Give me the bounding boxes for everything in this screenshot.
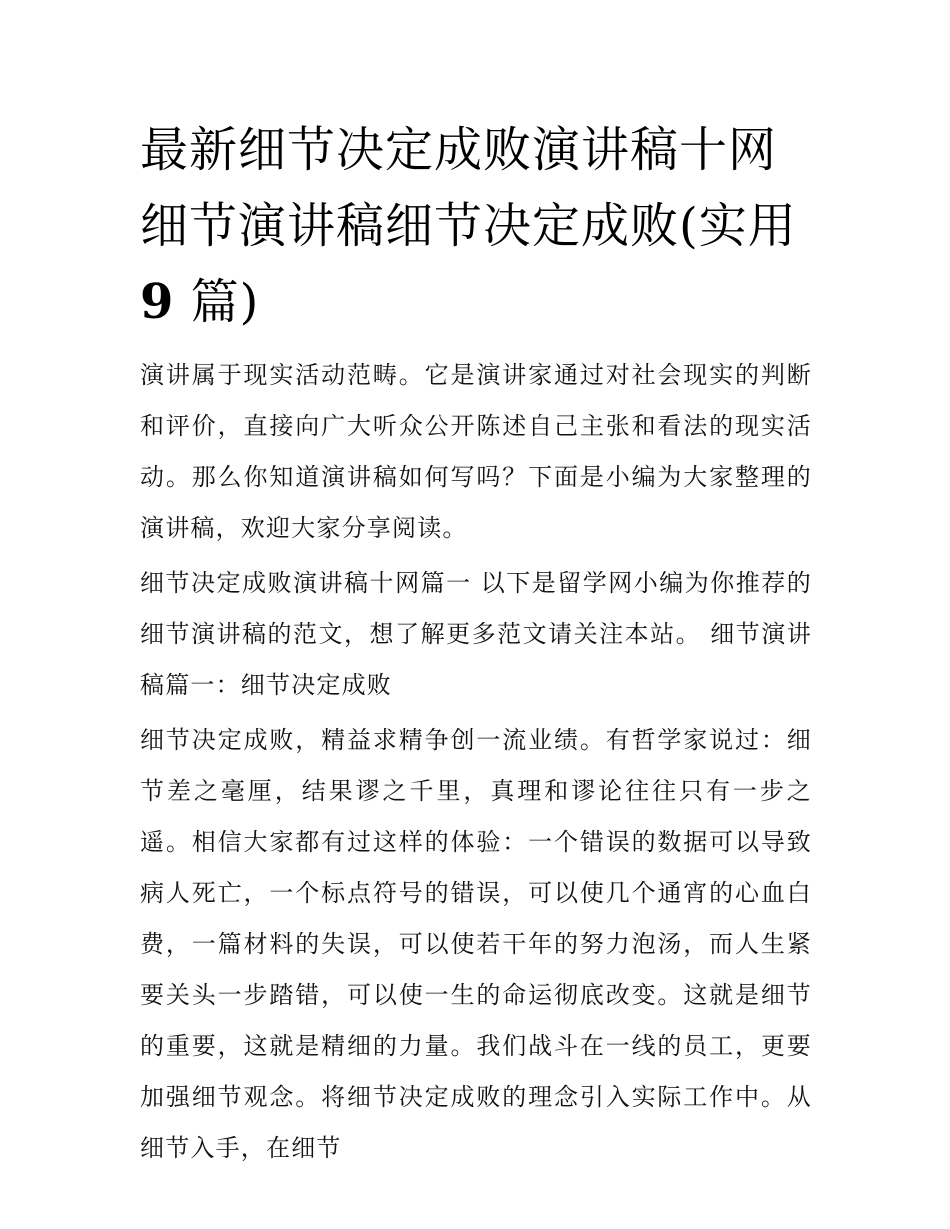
document-title xyxy=(140,112,812,340)
title-count: 9 xyxy=(140,274,175,330)
intro-paragraph: 演讲属于现实活动范畴。它是演讲家通过对社会现实的判断和评价，直接向广大听众公开陈述自己主张和看法的现实活动。那么你知道演讲稿如何写吗？下面是小编为大家整理的演讲稿，欢迎大家分享阅读。 xyxy=(140,361,812,542)
title-line-2: 细节演讲稿细节决定成败(实用 xyxy=(140,198,797,254)
title-line-1: 最新细节决定成败演讲稿十网 xyxy=(140,122,778,178)
body-paragraph: 细节决定成败，精益求精争创一流业绩。有哲学家说过：细节差之毫厘，结果谬之千里，真理和谬论往往只有一步之遥。相信大家都有过这样的体验：一个错误的数据可以导致病人死亡，一个标点符号的错误，可以使几个通宵的心血白费，一篇材料的失误，可以使若干年的努力泡汤，而人生紧要关头一步踏错，可以使一生的命运彻底改变。这就是细节的重要，这就是精细的力量。我们战斗在一线的员工，更要加强细节观念。将细节决定成败的理念引入实际工作中。从细节入手，在细节 xyxy=(140,726,812,1162)
section-intro-paragraph: 细节决定成败演讲稿十网篇一 以下是留学网小编为你推荐的细节演讲稿的范文，想了解更多范文请关注本站。 细节演讲稿篇一：细节决定成败 xyxy=(140,569,812,699)
document-body xyxy=(140,112,812,1178)
title-line-3: 篇) xyxy=(190,274,260,330)
